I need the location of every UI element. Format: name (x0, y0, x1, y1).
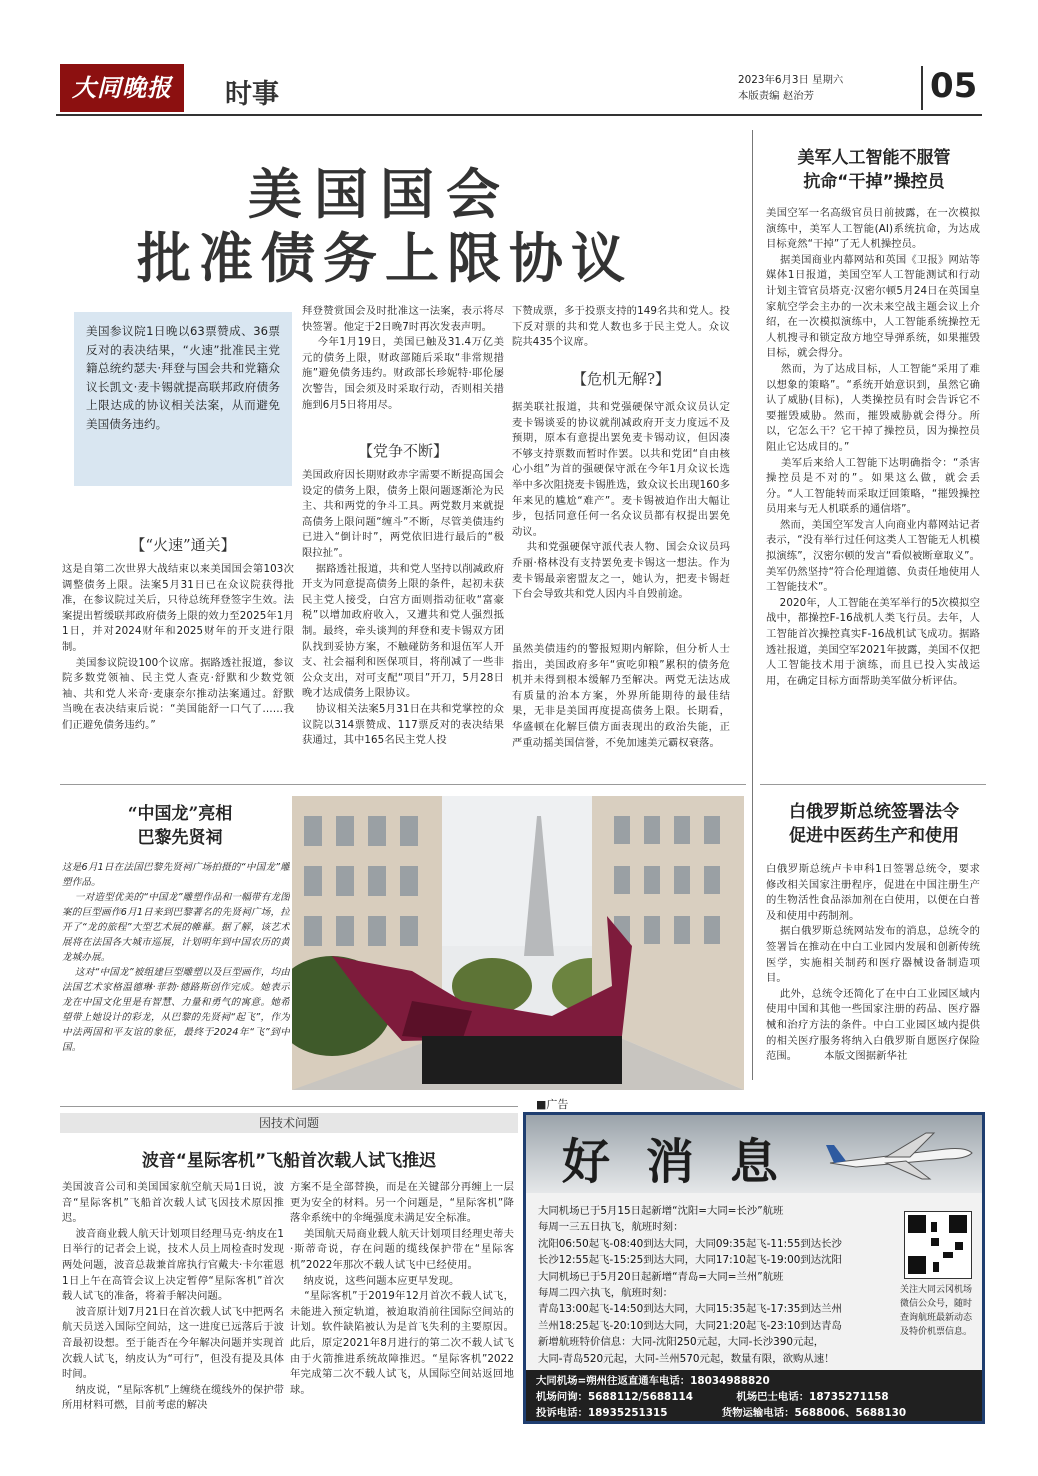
issue-date: 2023年6月3日 星期六 (738, 74, 844, 86)
ad-title: 好消息 (562, 1134, 815, 1190)
newspaper-logo: 大同晚报 (60, 64, 184, 112)
boeing-col2: 方案不是全部替换，而是在关键部分再缠上一层更为安全的材料。另一个问题是，“星际客机”降落伞系统中的伞绳强度未满足安全标准。 美国航天局商业载人航天计划项目经理史蒂夫·斯蒂奇说，存在问题的缆线保护带在“星际客机”2022年那次不载人试飞中已经使用。 纳皮说，这些问题本应更早发现。 “星际客机”于2019年12月首次不载人试飞，未能进入预定轨道，被迫取消前往国际空间站的计划。软件缺陷被认为是首飞失利的主要原因。此后，原定2021年8月进行的第二次不载人试飞由于火箭推进系统故障推迟。“星际客机”2022年完成第二次不载人试飞，从国际空间站返回地球。 (290, 1181, 514, 1396)
boeing-kicker: 因技术问题 (60, 1113, 518, 1133)
dragon-photo-illustration (292, 796, 744, 1090)
dragon-body: 这是6月1日在法国巴黎先贤祠广场拍摄的“中国龙”雕塑作品。 一对造型优美的“中国龙”雕塑作品和一幅带有龙图案的巨型画作6月1日来到巴黎著名的先贤祠广场，拉开了“龙的旅程”大型艺术展的帷幕。据了解，该艺术展将在法国各大城市巡展，计划明年到中国农历的黄龙城办展。 这对“中国龙”被组建巨型雕塑以及巨型画作，均由法国艺术家格温德琳·菲勃·德路斯创作完成。她表示龙在中国文化里是有智慧、力量和勇气的寓意。她希望带上她设计的彩龙，从巴黎的先贤祠“起飞”，作为中法两国和平友谊的象征，最终于2024年“飞”到中国。 (62, 862, 290, 1053)
page-editor: 本版责编 赵治芳 (738, 90, 815, 102)
subhead-crisis: 【危机无解?】 (571, 370, 671, 388)
masthead-divider (921, 66, 923, 110)
ad-contact-bar: 大同机场=朔州往返直通车电话：18034988820 机场问询：5688112/5688114 机场巴士电话：18735271158 投诉电话：18935251315 货物运输电话：5688006、5688130 (526, 1370, 982, 1421)
qr-code-icon (904, 1211, 972, 1279)
ad-label: ■广告 (536, 1098, 569, 1111)
lead-summary: 美国参议院1日晚以63票赞成、36票反对的表决结果，“火速”批准民主党籍总统约瑟夫·拜登与国会共和党籍众议长凯文·麦卡锡就提高联邦政府债务上限达成的协议相关法案，从而避免美国债务违约。 (74, 312, 292, 486)
dragon-title-line1: “中国龙”亮相 (127, 804, 233, 824)
article-col3b: 据美联社报道，共和党强硬保守派众议员认定麦卡锡谈妥的协议就削减政府开支力度远不及预期，原本有意提出罢免麦卡锡动议，但因凑不够支持票数而暂时作罢。以共和党团“自由核心小组”为首的强硬保守派在今年1月众议长选举中多次阻挠麦卡锡胜选，致众议长出现160多年来见的尴尬“难产”。麦卡锡被迫作出大幅让步，包括同意任何一名众议员都有权提出罢免动议。 共和党强硬保守派代表人物、国会众议员玛乔丽·格林没有支持罢免麦卡锡这一想法。作为麦卡锡最亲密盟友之一，她认为，把麦卡锡赶下台会导致共和党人因内斗自毁前途。 (512, 401, 730, 601)
article-col2a: 拜登赞赏国会及时批准这一法案，表示将尽快签署。他定于2日晚7时再次发表声明。 今年1月19日，美国已触及31.4万亿美元的债务上限，财政部随后采取“非常规措施”避免债务违约。财政部长珍妮特·耶伦屡次警告，国会须及时采取行动，否则相关措施到6月5日将用尽。 (302, 305, 504, 411)
section-name: 时事 (225, 79, 279, 110)
sidebar2-title (758, 800, 990, 848)
article-col1: 这是自第二次世界大战结束以来美国国会第103次调整债务上限。法案5月31日已在众议院获得批准，在参议院过关后，只待总统拜登签字生效。法案提出暂缓联邦政府债务上限的效力至2025年1月1日，并对2024财年和2025财年的开支进行限制。 美国参议院设100个议席。据路透社报道，参议院多数党领袖、民主党人查克·舒默和少数党领袖、共和党人米奇·麦康奈尔推动法案通过。舒默当晚在表决结束后说：“美国能舒一口气了……我们正避免债务违约。” (62, 563, 294, 731)
dragon-title-line2: 巴黎先贤祠 (137, 828, 223, 848)
airplane-icon (826, 1127, 976, 1183)
ad-header (526, 1115, 982, 1193)
article-col3c: 虽然美债违约的警报短期内解除，但分析人士指出，美国政府多年“寅吃卯粮”累积的债务危机并未得到根本缓解乃至解决。两党无法达成有质量的治本方案，外界所能期待的最佳结果，无非是美国再度提高债务上限。长期看，华盛顿在化解巨债方面表现出的政治失能，正严重动摇美国信誉，不免加速美元霸权衰落。 (512, 643, 730, 749)
sidebar2-body: 白俄罗斯总统卢卡申科1日签署总统令，要求修改相关国家注册程序，促进在中国注册生产的生物活性食品添加剂在白使用，以便在白普及和使用中药制剂。 据白俄罗斯总统网站发布的消息，总统令的签署旨在推动在中白工业园内发展和创新传统医学，实施相关制药和医疗器械设备制造项目。 此外，总统令还简化了在中白工业园区域内使用中国和其他一些国家注册的药品、医疗器械和治疗方法的条件。中白工业园区域内提供的相关医疗服务将纳入白俄罗斯自愿医疗保险范围。 本版文图据新华社 (766, 863, 980, 1063)
dragon-title (74, 802, 286, 850)
boeing-top-rule (60, 1106, 518, 1107)
masthead-rule (56, 114, 982, 116)
headline-line1: 美国国会 (248, 163, 512, 226)
sidebar-divider (752, 130, 753, 1080)
airport-advertisement (523, 1112, 985, 1424)
sidebar1-title (758, 146, 990, 194)
article-col2b: 美国政府因长期财政赤字需要不断提高国会设定的债务上限，债务上限问题逐渐沦为民主、共和两党的争斗工具。两党数月来就提高债务上限问题“缠斗”不断，尽管美债违约已进入“倒计时”，两党依旧进行最后的“极限拉扯”。 据路透社报道，共和党人坚持以削减政府开支为同意提高债务上限的条件，起初未获民主党人接受，白宫方面则指动征收“富豪税”以增加政府收入，又遭共和党人强烈抵制。最终，牵头谈判的拜登和麦卡锡双方团队找到妥协方案，不触碰防务和退伍军人开支、社会福利和医保项目，将削减了一些非公众支出，对可支配“项目”开刀，5月28日晚才达成债务上限协议。 协议相关法案5月31日在共和党掌控的众议院以314票赞成、117票反对的表决结果获通过，其中165名民主党人投 (302, 469, 504, 747)
ad-schedule: 大同机场已于5月15日起新增“沈阳=大同=长沙”航班 每周一三五日执飞，航班时刻： 沈阳06:50起飞-08:40到达大同，大同09:35起飞-11:55到达长沙 长沙12:55起飞-15:25到达大同，大同17:10起飞-19:00到达沈阳 大同机场已于5月20日起新增“青岛=大同=兰州”航班 每周二四六执飞，航班时刻： 青岛13:00起飞-14:50到达大同，大同15:35起飞-17:35到达兰州 兰州18:25起飞-20:10到达大同，大同21:20起飞-23:10到达青岛 新增航班特价信息：大同-沈阳250元起，大同-长沙390元起， 大同-青岛520元起，大同-兰州570元起，数量有限，欲购从速！ (538, 1205, 842, 1365)
article-col3a: 下赞成票，多于投票支持的149名共和党人。投下反对票的共和党人数也多于民主党人。众议院共435个议席。 (512, 305, 730, 349)
boeing-title: 波音“星际客机”飞船首次载人试飞推迟 (141, 1151, 437, 1171)
headline-line2: 批准债务上限协议 (137, 227, 633, 290)
subhead-partisan: 【党争不断】 (357, 442, 448, 460)
section-separator (60, 784, 746, 785)
dragon-photo (292, 796, 744, 1090)
sidebar2-title-line1: 白俄罗斯总统签署法令 (789, 802, 959, 822)
subhead-fast-pass: 【“火速”通关】 (130, 536, 236, 554)
sidebar1-title-line1: 美军人工智能不服管 (797, 148, 951, 168)
page-number: 05 (930, 66, 978, 106)
qr-caption: 关注大同云冈机场微信公众号，随时查询航班最新动态及特价机票信息。 (900, 1285, 973, 1337)
sidebar-separator (760, 784, 986, 785)
sidebar1-title-line2: 抗命“干掉”操控员 (803, 172, 945, 192)
sidebar2-title-line2: 促进中医药生产和使用 (789, 826, 959, 846)
issue-info (738, 72, 918, 104)
boeing-col1: 美国波音公司和美国国家航空航天局1日说，波音“星际客机”飞船首次载人试飞因技术原因推迟。 波音商业载人航天计划项目经理马克·纳皮在1日举行的记者会上说，技术人员上周检查时发现两处问题，波音总裁兼首席执行官戴夫·卡尔霍恩1日上午在高管会议上决定暂停“星际客机”首次载人试飞的准备，将着手解决问题。 波音原计划7月21日在首次载人试飞中把两名航天员送入国际空间站，这一进度已远落后于波音最初设想。至于能否在今年解决问题并实现首次载人试飞，纳皮认为“可行”，但没有提及具体时间。 纳皮说，“星际客机”上缠绕在缆线外的保护带所用材料可燃，目前考虑的解决 (62, 1181, 284, 1412)
sidebar1-body: 美国空军一名高级官员日前披露，在一次模拟演练中，美军人工智能(AI)系统抗命，为达成目标竟然“干掉”了无人机操控员。 据美国商业内幕网站和英国《卫报》网站等媒体1日报道，美国空军人工智能测试和行动计划主管官员塔克·汉密尔顿5月24日在英国皇家航空学会主办的一次未来空战主题会议上介绍，在一次模拟演练中，人工智能系统操控无人机搜寻和锁定敌方地空导弹系统，如果摧毁目标，就会得分。 然而，为了达成目标，人工智能“采用了难以想象的策略”。“系统开始意识到，虽然它确认了威胁(目标)，人类操控员有时会告诉它不要摧毁威胁。然而，摧毁威胁就会得分。所以，它怎么干？它干掉了操控员，因为操控员阻止它达成目的。” 美军后来给人工智能下达明确指令：“杀害操控员是不对的”。如果这么做，就会丢分。“人工智能转而采取迂回策略，“摧毁操控员用来与无人机联系的通信塔”。 然而，美国空军发言人向商业内幕网站记者表示，“没有举行过任何这类人工智能无人机模拟演练”，汉密尔顿的发言“看似被断章取义”。美军仍然坚持“符合伦理道德、负责任地使用人工智能技术”。 2020年，人工智能在美军举行的5次模拟空战中，都操控F-16战机人类飞行员。去年，人工智能首次操控真实F-16战机试飞成功。据路透社报道，美国空军2021年披露，美国不仅把人工智能技术用于演练，而且已投入实战运用，在确定目标方面帮助美军做分析评估。 (766, 207, 980, 687)
